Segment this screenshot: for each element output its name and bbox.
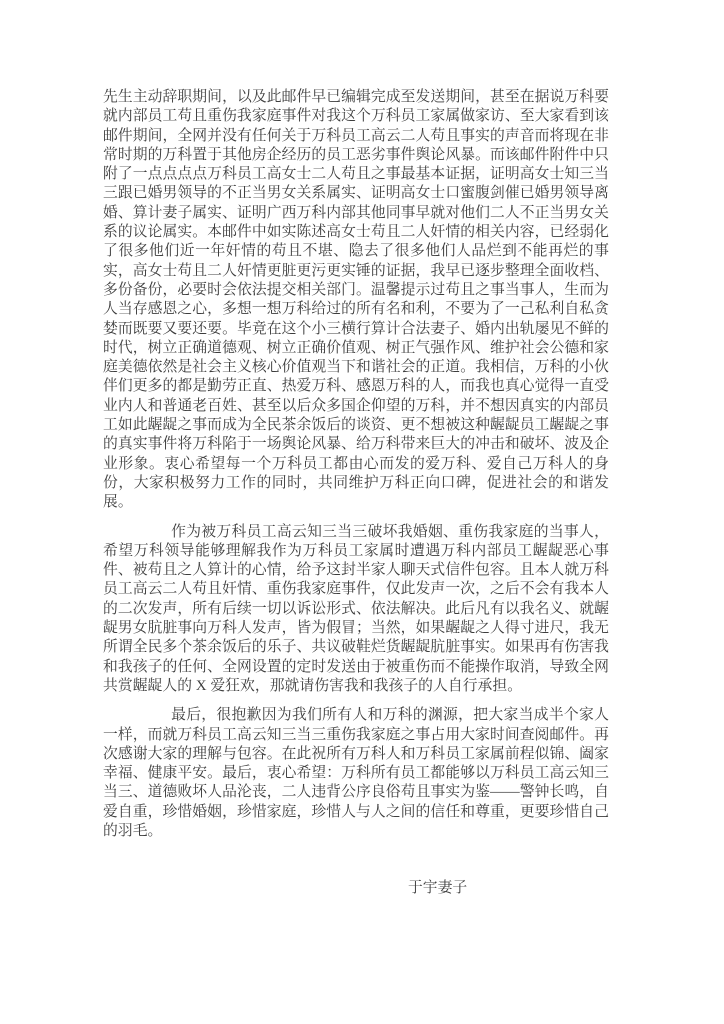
letter-paragraph-2: 作为被万科员工高云知三当三破坏我婚姻、重伤我家庭的当事人，希望万科领导能够理解我作为万科员工家属时遭遇万科内部员工龌龊恶心事件、被苟且之人算计的心情，给予这封半家人聊天式信件包容。且本人就万科员工高云二人苟且奸情、重伤我家庭事件，仅此发声一次，之后不会有我本人的二次发声，所有后续一切以诉讼形式、依法解决。此后凡有以我名义、就龌龊男女肮脏事向万科人发声，皆为假冒；当然，如果龌龊之人得寸进尺，我无所谓全民多个茶余饭后的乐子、共议破鞋烂货龌龊肮脏事实。如果再有伤害我和我孩子的任何、全网设置的定时发送由于被重伤而不能操作取消，导致全网共赏龌龊人的 X 爱狂欢，那就请伤害我和我孩子的人自行承担。 xyxy=(103,523,609,694)
signature: 于宇妻子 xyxy=(408,880,468,897)
letter-paragraph-1: 先生主动辞职期间，以及此邮件早已编辑完成至发送期间，甚至在据说万科要就内部员工苟且重伤我家庭事件对我这个万科员工家属做家访、至大家看到该邮件期间，全网并没有任何关于万科员工高云二人苟且事实的声音而将现在非常时期的万科置于其他房企经历的员工恶劣事件舆论风暴。而该邮件附件中只附了一点点点点万科员工高女士二人苟且之事最基本证据，证明高女士知三当三跟已婚男领导的不正当男女关系属实、证明高女士口蜜腹剑催已婚男领导离婚、算计妻子属实、证明广西万科内部其他同事早就对他们二人不正当男女关系的议论属实。本邮件中如实陈述高女士苟且二人奸情的相关内容，已经弱化了很多他们近一年奸情的苟且不堪、隐去了很多他们人品烂到不能再烂的事实，高女士苟且二人奸情更脏更污更实锤的证据，我早已逐步整理全面收档、多份备份，必要时会依法提交相关部门。温馨提示过苟且之事当事人，生而为人当存感恩之心，多想一想万科给过的所有名和利，不要为了一己私利自私贪婪而既要又要还要。毕竟在这个小三横行算计合法妻子、婚内出轨屡见不鲜的时代，树立正确道德观、树立正确价值观、树正气强作风、维护社会公德和家庭美德依然是社会主义核心价值观当下和谐社会的正道。我相信，万科的小伙伴们更多的都是勤劳正直、热爱万科、感恩万科的人，而我也真心觉得一直受业内人和普通老百姓、甚至以后众多国企仰望的万科，并不想因真实的内部员工如此龌龊之事而成为全民茶余饭后的谈资、更不想被这种龌龊员工龌龊之事的真实事件将万科陷于一场舆论风暴、给万科带来巨大的冲击和破坏、波及企业形象。衷心希望每一个万科员工都由心而发的爱万科、爱自己万科人的身份，大家积极努力工作的同时，共同维护万科正向口碑，促进社会的和谐发展。 xyxy=(103,89,609,511)
letter-body xyxy=(103,88,609,841)
letter-paragraph-3: 最后，很抱歉因为我们所有人和万科的渊源，把大家当成半个家人一样，而就万科员工高云知三当三重伤我家庭之事占用大家时间查阅邮件。再次感谢大家的理解与包容。在此祝所有万科人和万科员工家属前程似锦、阖家幸福、健康平安。最后，衷心希望：万科所有员工都能够以万科员工高云知三当三、道德败坏人品沦丧，二人违背公序良俗苟且事实为鉴——警钟长鸣，自爱自重，珍惜婚姻，珍惜家庭，珍惜人与人之间的信任和尊重，更要珍惜自己的羽毛。 xyxy=(103,707,609,839)
